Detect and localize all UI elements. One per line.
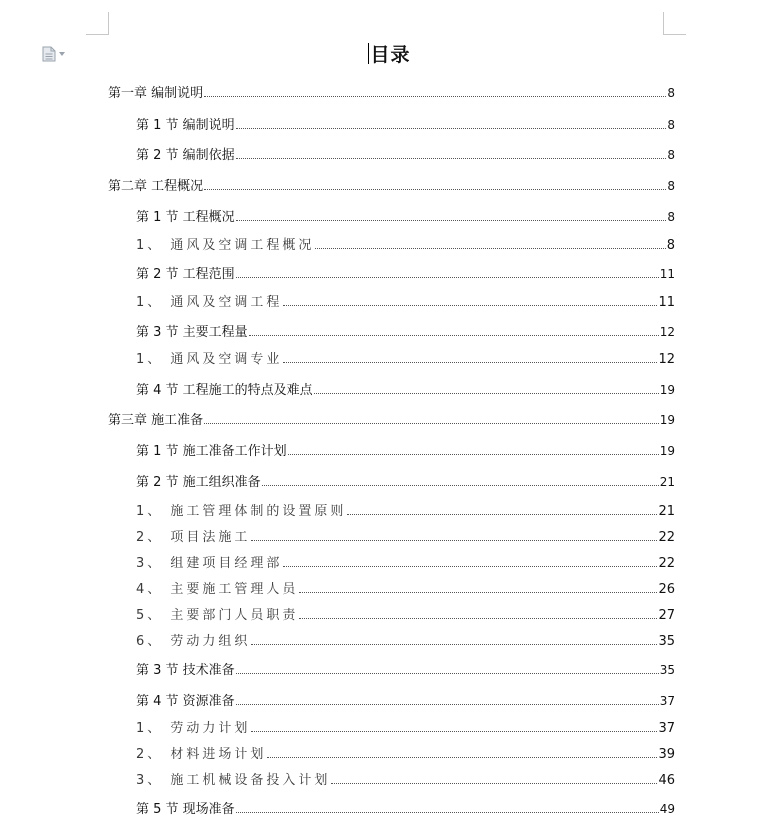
toc-leader: [204, 96, 666, 97]
toc-entry-label: 第 5 节 现场准备: [136, 802, 235, 817]
toc-page-number: 8: [667, 86, 675, 100]
toc-leader: [251, 644, 657, 645]
toc-entry-label: 第 2 节 工程范围: [136, 267, 235, 282]
toc-page-number: 26: [658, 582, 675, 597]
toc-entry[interactable]: [136, 380, 675, 400]
toc-page-number: 39: [658, 747, 675, 762]
toc-entry[interactable]: [136, 207, 675, 227]
toc-entry-label: 2、 材料进场计划: [136, 747, 267, 762]
toc-entry[interactable]: [136, 691, 675, 711]
toc-leader: [251, 540, 657, 541]
toc-entry[interactable]: [136, 771, 675, 791]
toc-page-number: 8: [667, 210, 675, 224]
toc-leader: [251, 731, 657, 732]
toc-entry-label: 第三章 施工准备: [108, 413, 204, 428]
toc-entry[interactable]: [136, 236, 675, 256]
toc-leader: [288, 454, 659, 455]
toc-page-number: 19: [659, 444, 675, 458]
toc-leader: [236, 704, 659, 705]
toc-page-number: 21: [658, 504, 675, 519]
toc-page-number: 12: [658, 352, 675, 367]
toc-leader: [204, 189, 666, 190]
toc-leader: [236, 158, 667, 159]
toc-entry-label: 第 4 节 工程施工的特点及难点: [136, 383, 313, 398]
toc-entry-label: 第 2 节 编制依据: [136, 148, 235, 163]
toc-entry-label: 1、 通风及空调专业: [136, 352, 283, 367]
toc-entry[interactable]: [136, 145, 675, 165]
toc-entry-label: 第 3 节 技术准备: [136, 663, 235, 678]
toc-entry-label: 3、 组建项目经理部: [136, 556, 283, 571]
toc-leader: [236, 128, 667, 129]
toc-leader: [267, 757, 657, 758]
toc-entry-label: 5、 主要部门人员职责: [136, 608, 299, 623]
toc-page-number: 46: [658, 773, 675, 788]
margin-mark-top-right: [663, 12, 686, 35]
toc-entry[interactable]: [136, 580, 675, 600]
toc-page-number: 19: [659, 413, 675, 427]
toc-page-number: 8: [666, 238, 675, 253]
toc-leader: [262, 485, 659, 486]
toc-entry[interactable]: [136, 632, 675, 652]
toc-entry[interactable]: [136, 441, 675, 461]
toc-title-text: 目录: [370, 44, 411, 66]
toc-entry[interactable]: [136, 745, 675, 765]
toc-page-number: 22: [658, 556, 675, 571]
toc-entry[interactable]: [108, 83, 675, 103]
toc-leader: [236, 812, 659, 813]
toc-leader: [315, 248, 665, 249]
toc-leader: [299, 592, 657, 593]
toc-leader: [204, 423, 659, 424]
toc-entry[interactable]: [136, 606, 675, 626]
toc-leader: [236, 277, 659, 278]
toc-entry[interactable]: [136, 799, 675, 819]
toc-page-number: 8: [667, 148, 675, 162]
toc-page-number: 11: [659, 267, 675, 281]
toc-leader: [283, 305, 657, 306]
toc-page-number: 11: [658, 295, 675, 310]
toc-leader: [347, 514, 657, 515]
toc-page-number: 35: [658, 634, 675, 649]
toc-entry[interactable]: [136, 528, 675, 548]
toc-leader: [331, 783, 657, 784]
toc-entry[interactable]: [136, 472, 675, 492]
toc-entry[interactable]: [136, 350, 675, 370]
toc-entry-label: 2、 项目法施工: [136, 530, 251, 545]
toc-entry-label: 1、 施工管理体制的设置原则: [136, 504, 347, 519]
toc-page-number: 22: [658, 530, 675, 545]
toc-leader: [236, 673, 659, 674]
toc-entry[interactable]: [136, 322, 675, 342]
toc-entry[interactable]: [108, 176, 675, 196]
margin-mark-top-left: [86, 12, 109, 35]
toc-entry-label: 1、 劳动力计划: [136, 721, 251, 736]
toc-page-number: 49: [659, 802, 675, 816]
toc-entry-label: 第 3 节 主要工程量: [136, 325, 248, 340]
toc-leader: [236, 220, 667, 221]
toc-leader: [249, 335, 659, 336]
toc-leader: [299, 618, 657, 619]
toc-page-number: 37: [658, 721, 675, 736]
toc-entry-label: 第 1 节 施工准备工作计划: [136, 444, 287, 459]
toc-entry[interactable]: [108, 410, 675, 430]
toc-page-number: 37: [659, 694, 675, 708]
toc-entry[interactable]: [136, 264, 675, 284]
toc-page-number: 8: [667, 118, 675, 132]
toc-title[interactable]: [0, 42, 779, 68]
toc-leader: [314, 393, 659, 394]
toc-entry-label: 第一章 编制说明: [108, 86, 204, 101]
toc-leader: [283, 566, 657, 567]
toc-entry[interactable]: [136, 115, 675, 135]
toc-page-number: 12: [659, 325, 675, 339]
toc-entry-label: 1、 通风及空调工程: [136, 295, 283, 310]
toc-entry-label: 第二章 工程概况: [108, 179, 204, 194]
toc-page-number: 21: [659, 475, 675, 489]
toc-entry-label: 1、 通风及空调工程概况: [136, 238, 315, 253]
toc-entry-label: 第 2 节 施工组织准备: [136, 475, 261, 490]
toc-entry-label: 6、 劳动力组织: [136, 634, 251, 649]
toc-page-number: 8: [667, 179, 675, 193]
toc-entry-label: 3、 施工机械设备投入计划: [136, 773, 331, 788]
toc-entry-label: 4、 主要施工管理人员: [136, 582, 299, 597]
toc-entry-label: 第 1 节 工程概况: [136, 210, 235, 225]
toc-page-number: 35: [659, 663, 675, 677]
toc-entry[interactable]: [136, 502, 675, 522]
toc-page-number: 19: [659, 383, 675, 397]
toc-page-number: 27: [658, 608, 675, 623]
toc-entry-label: 第 1 节 编制说明: [136, 118, 235, 133]
toc-entry-label: 第 4 节 资源准备: [136, 694, 235, 709]
toc-leader: [283, 362, 657, 363]
toc-entry[interactable]: [136, 293, 675, 313]
toc-entry[interactable]: [136, 660, 675, 680]
toc-entry[interactable]: [136, 719, 675, 739]
toc-entry[interactable]: [136, 554, 675, 574]
